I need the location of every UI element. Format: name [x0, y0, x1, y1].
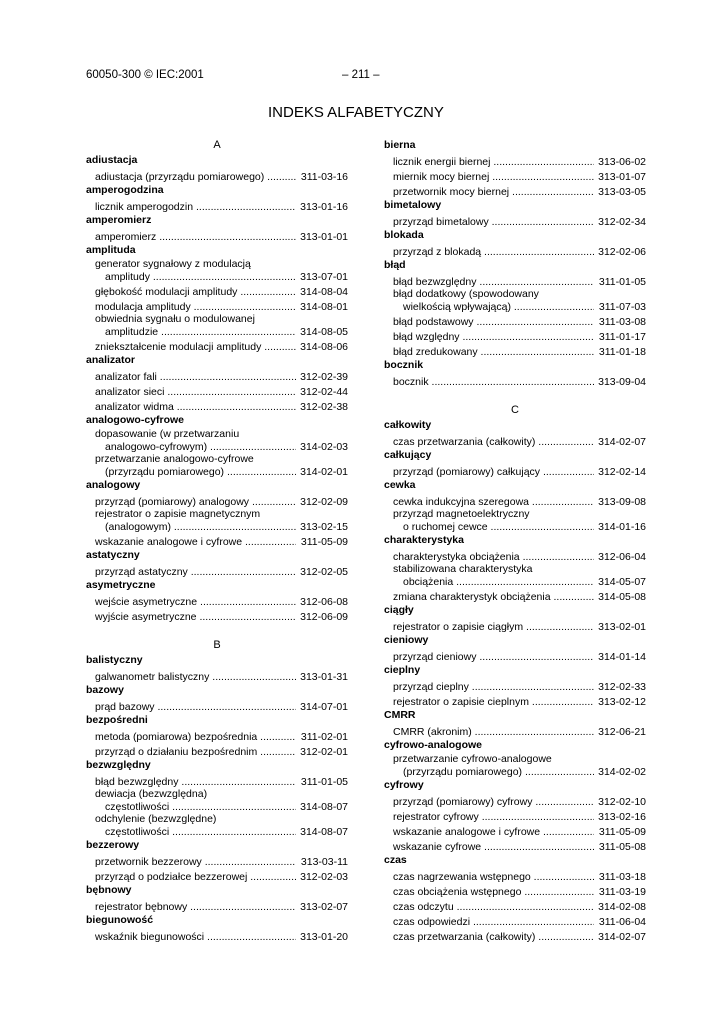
entry-term-line2: (przyrządu pomiarowego) .....: [393, 766, 594, 779]
entry-ref-code: 312-06-21: [598, 725, 646, 738]
index-entry: [384, 328, 646, 343]
entry-ref-code: 314-02-03: [300, 440, 348, 453]
entry-ref-code: 313-03-05: [598, 185, 646, 198]
index-headword: analogowy: [86, 479, 141, 491]
entry-term: przyrząd cieplny .....: [393, 681, 594, 694]
entry-ref-code: 311-03-19: [598, 885, 646, 898]
entry-term: charakterystyka obciążenia .....: [393, 551, 594, 564]
entry-term: przyrząd bimetalowy .....: [393, 216, 594, 229]
index-entry: [384, 213, 646, 228]
index-entry: [86, 788, 348, 813]
entry-term: błąd zredukowany .....: [393, 346, 594, 359]
entry-term: błąd bezwzględny .....: [95, 776, 296, 789]
index-entry: [384, 838, 646, 853]
entry-ref-code: 312-02-09: [300, 495, 348, 508]
index-entry: [86, 198, 348, 213]
index-entry: [86, 313, 348, 338]
entry-ref-code: 313-02-01: [598, 620, 646, 633]
index-entry: [384, 313, 646, 328]
entry-ref-code: 311-02-01: [300, 730, 348, 743]
entry-term: czas odpowiedzi .....: [393, 916, 594, 929]
index-headword: asymetryczne: [86, 579, 156, 591]
entry-ref-code: 312-02-06: [598, 245, 646, 258]
entry-ref-code: 313-02-16: [598, 810, 646, 823]
section-spacer: [384, 388, 646, 403]
entry-ref-code: 314-08-07: [300, 825, 348, 838]
index-entry: [384, 753, 646, 778]
entry-term: przetwornik mocy biernej .....: [393, 186, 594, 199]
entry-ref-code: 313-01-20: [300, 930, 348, 943]
index-entry: [86, 698, 348, 713]
entry-term-line1: rejestrator o zapisie magnetycznym: [95, 508, 261, 520]
entry-ref-code: 311-01-17: [598, 330, 646, 343]
entry-term-line2: wielkością wpływającą) .....: [393, 301, 594, 314]
entry-ref-code: 311-01-05: [300, 775, 348, 788]
entry-term: przetwornik bezzerowy .....: [95, 856, 296, 869]
entry-ref-code: 314-08-05: [300, 325, 348, 338]
index-entry: [384, 463, 646, 478]
index-entry: [86, 168, 348, 183]
entry-term-line1: generator sygnałowy z modulacją: [95, 258, 251, 270]
entry-ref-code: 313-07-01: [300, 270, 348, 283]
index-headword: amperomierz: [86, 214, 152, 226]
index-entry: [86, 533, 348, 548]
page-number: – 211 –: [342, 69, 380, 81]
index-entry: [384, 693, 646, 708]
entry-term-line2: o ruchomej cewce .....: [393, 521, 594, 534]
entry-term-line2: amplitudy .....: [95, 271, 296, 284]
entry-term: adiustacja (przyrządu pomiarowego) .....: [95, 171, 296, 184]
entry-term: błąd bezwzględny .....: [393, 276, 594, 289]
page-title: INDEKS ALFABETYCZNY: [268, 104, 444, 121]
index-entry: [86, 853, 348, 868]
entry-ref-code: 314-02-01: [300, 465, 348, 478]
entry-ref-code: 313-06-02: [598, 155, 646, 168]
entry-term: czas obciążenia wstępnego .....: [393, 886, 594, 899]
index-headword: CMRR: [384, 709, 416, 721]
index-headword: blokada: [384, 229, 424, 241]
index-entry: [86, 743, 348, 758]
entry-term: metoda (pomiarowa) bezpośrednia .....: [95, 731, 296, 744]
index-entry: [86, 258, 348, 283]
entry-term: bocznik .....: [393, 376, 594, 389]
entry-term: głębokość modulacji amplitudy .....: [95, 286, 296, 299]
entry-ref-code: 313-03-11: [300, 855, 348, 868]
entry-term-line2: (przyrządu pomiarowego) .....: [95, 466, 296, 479]
index-headword: czas: [384, 854, 407, 866]
entry-term: czas odczytu .....: [393, 901, 594, 914]
index-entry: [86, 868, 348, 883]
entry-term: zniekształcenie modulacji amplitudy .....: [95, 341, 296, 354]
index-entry: [86, 338, 348, 353]
entry-ref-code: 312-02-39: [300, 370, 348, 383]
index-entry: [384, 808, 646, 823]
index-entry: [384, 678, 646, 693]
index-entry: [384, 508, 646, 533]
index-headword: balistyczny: [86, 654, 143, 666]
index-headword: bocznik: [384, 359, 424, 371]
index-entry: [86, 453, 348, 478]
index-entry: [384, 273, 646, 288]
entry-term-line2: (analogowym) .....: [95, 521, 296, 534]
index-headword: ciągły: [384, 604, 414, 616]
header-standard-id: 60050-300 © IEC:2001: [86, 69, 204, 81]
index-column-right: [384, 138, 646, 943]
entry-term: prąd bazowy .....: [95, 701, 296, 714]
index-headword: błąd: [384, 259, 406, 271]
entry-ref-code: 314-08-06: [300, 340, 348, 353]
entry-term: CMRR (akronim) .....: [393, 726, 594, 739]
entry-term-line2: analogowo-cyfrowym) .....: [95, 441, 296, 454]
index-entry: [86, 228, 348, 243]
entry-term: analizator widma .....: [95, 401, 296, 414]
entry-ref-code: 314-02-07: [598, 435, 646, 448]
index-entry: [384, 793, 646, 808]
index-column-left: [86, 138, 348, 943]
index-headword: bierna: [384, 139, 416, 151]
index-headword: cyfrowo-analogowe: [384, 739, 483, 751]
index-headword: amperogodzina: [86, 184, 164, 196]
index-entry: [86, 298, 348, 313]
entry-term: przyrząd z blokadą .....: [393, 246, 594, 259]
entry-term: miernik mocy biernej .....: [393, 171, 594, 184]
entry-ref-code: 311-06-04: [598, 915, 646, 928]
index-entry: [86, 928, 348, 943]
entry-term: przyrząd (pomiarowy) całkujący .....: [393, 466, 594, 479]
index-entry: [384, 588, 646, 603]
index-entry: [384, 493, 646, 508]
entry-term: przyrząd o podziałce bezzerowej .....: [95, 871, 296, 884]
entry-term-line2: obciążenia .....: [393, 576, 594, 589]
index-entry: [86, 728, 348, 743]
index-entry: [384, 883, 646, 898]
entry-term: rejestrator o zapisie ciągłym .....: [393, 621, 594, 634]
index-entry: [86, 508, 348, 533]
entry-term: licznik energii biernej .....: [393, 156, 594, 169]
index-headword: analizator: [86, 354, 136, 366]
entry-ref-code: 312-02-03: [300, 870, 348, 883]
entry-ref-code: 311-05-09: [598, 825, 646, 838]
index-headword: całkujący: [384, 449, 432, 461]
index-entry: [86, 283, 348, 298]
index-entry: [384, 343, 646, 358]
entry-ref-code: 313-02-15: [300, 520, 348, 533]
entry-term-line1: przetwarzanie analogowo-cyfrowe: [95, 453, 254, 465]
entry-ref-code: 312-02-14: [598, 465, 646, 478]
index-headword: bezwzględny: [86, 759, 151, 771]
index-entry: [384, 823, 646, 838]
entry-ref-code: 312-02-34: [598, 215, 646, 228]
index-entry: [86, 898, 348, 913]
section-spacer: [86, 623, 348, 638]
index-headword: analogowo-cyfrowe: [86, 414, 185, 426]
entry-term: przyrząd cieniowy .....: [393, 651, 594, 664]
entry-term: rejestrator o zapisie cieplnym .....: [393, 696, 594, 709]
index-headword: bimetalowy: [384, 199, 442, 211]
section-letter: B: [213, 639, 221, 651]
entry-term-line1: błąd dodatkowy (spowodowany: [393, 288, 539, 300]
index-entry: [384, 723, 646, 738]
entry-term: wskazanie cyfrowe .....: [393, 841, 594, 854]
index-headword: cewka: [384, 479, 416, 491]
entry-term: amperomierz .....: [95, 231, 296, 244]
entry-term-line1: obwiednia sygnału o modulowanej: [95, 313, 255, 325]
entry-term-line1: przetwarzanie cyfrowo-analogowe: [393, 753, 552, 765]
index-entry: [384, 183, 646, 198]
entry-term-line1: dopasowanie (w przetwarzaniu: [95, 428, 240, 440]
entry-term: wskazanie analogowe i cyfrowe .....: [393, 826, 594, 839]
entry-term: analizator sieci .....: [95, 386, 296, 399]
index-headword: astatyczny: [86, 549, 140, 561]
entry-ref-code: 314-02-08: [598, 900, 646, 913]
entry-term-line1: odchylenie (bezwzględne): [95, 813, 217, 825]
index-entry: [384, 153, 646, 168]
index-headword: bezzerowy: [86, 839, 140, 851]
entry-term: czas nagrzewania wstępnego .....: [393, 871, 594, 884]
entry-term: wskazanie analogowe i cyfrowe .....: [95, 536, 296, 549]
entry-ref-code: 313-01-01: [300, 230, 348, 243]
index-headword: całkowity: [384, 419, 432, 431]
entry-term-line2: częstotliwości .....: [95, 801, 296, 814]
entry-term: rejestrator cyfrowy .....: [393, 811, 594, 824]
index-entry: [384, 168, 646, 183]
entry-ref-code: 312-02-33: [598, 680, 646, 693]
index-entry: [86, 428, 348, 453]
entry-ref-code: 312-02-38: [300, 400, 348, 413]
entry-ref-code: 314-02-02: [598, 765, 646, 778]
index-headword: bezpośredni: [86, 714, 148, 726]
index-entry: [384, 868, 646, 883]
entry-ref-code: 314-08-04: [300, 285, 348, 298]
entry-ref-code: 311-03-16: [300, 170, 348, 183]
entry-ref-code: 311-05-08: [598, 840, 646, 853]
index-entry: [384, 898, 646, 913]
entry-term: zmiana charakterystyk obciążenia .....: [393, 591, 594, 604]
entry-ref-code: 312-06-09: [300, 610, 348, 623]
entry-term-line2: częstotliwości .....: [95, 826, 296, 839]
entry-ref-code: 313-02-07: [300, 900, 348, 913]
entry-ref-code: 311-03-08: [598, 315, 646, 328]
entry-ref-code: 314-05-07: [598, 575, 646, 588]
index-entry: [384, 563, 646, 588]
entry-ref-code: 314-01-16: [598, 520, 646, 533]
index-entry: [384, 373, 646, 388]
index-entry: [384, 548, 646, 563]
entry-ref-code: 314-07-01: [300, 700, 348, 713]
entry-ref-code: 314-02-07: [598, 930, 646, 943]
entry-ref-code: 314-08-07: [300, 800, 348, 813]
index-headword: cyfrowy: [384, 779, 424, 791]
index-headword: cieniowy: [384, 634, 429, 646]
entry-term: wejście asymetryczne .....: [95, 596, 296, 609]
index-entry: [384, 648, 646, 663]
entry-ref-code: 313-09-08: [598, 495, 646, 508]
index-headword: biegunowość: [86, 914, 154, 926]
entry-term: przyrząd o działaniu bezpośrednim .....: [95, 746, 296, 759]
entry-term: wyjście asymetryczne .....: [95, 611, 296, 624]
section-letter: A: [213, 139, 221, 151]
index-headword: bazowy: [86, 684, 124, 696]
entry-ref-code: 312-02-01: [300, 745, 348, 758]
entry-ref-code: 312-06-08: [300, 595, 348, 608]
entry-term: cewka indukcyjna szeregowa .....: [393, 496, 594, 509]
entry-ref-code: 313-01-31: [300, 670, 348, 683]
entry-term: przyrząd (pomiarowy) cyfrowy .....: [393, 796, 594, 809]
index-headword: amplituda: [86, 244, 136, 256]
entry-term: przyrząd (pomiarowy) analogowy .....: [95, 496, 296, 509]
entry-ref-code: 312-02-44: [300, 385, 348, 398]
entry-term-line1: dewiacja (bezwzględna): [95, 788, 208, 800]
index-entry: [86, 398, 348, 413]
entry-ref-code: 311-05-09: [300, 535, 348, 548]
entry-ref-code: 312-06-04: [598, 550, 646, 563]
entry-ref-code: 314-01-14: [598, 650, 646, 663]
index-entry: [86, 563, 348, 578]
index-headword: cieplny: [384, 664, 421, 676]
entry-term: czas przetwarzania (całkowity) .....: [393, 436, 594, 449]
index-headword: adiustacja: [86, 154, 138, 166]
index-headword: charakterystyka: [384, 534, 464, 546]
entry-ref-code: 313-01-16: [300, 200, 348, 213]
index-entry: [384, 913, 646, 928]
index-entry: [384, 243, 646, 258]
entry-ref-code: 314-05-08: [598, 590, 646, 603]
entry-ref-code: 312-02-05: [300, 565, 348, 578]
entry-ref-code: 313-01-07: [598, 170, 646, 183]
section-letter: C: [511, 404, 519, 416]
entry-term: błąd względny .....: [393, 331, 594, 344]
entry-ref-code: 311-07-03: [598, 300, 646, 313]
entry-term-line2: amplitudzie .....: [95, 326, 296, 339]
entry-term: czas przetwarzania (całkowity) .....: [393, 931, 594, 944]
entry-term-line1: stabilizowana charakterystyka: [393, 563, 533, 575]
entry-ref-code: 313-02-12: [598, 695, 646, 708]
index-entry: [86, 608, 348, 623]
entry-term: galwanometr balistyczny .....: [95, 671, 296, 684]
index-entry: [86, 383, 348, 398]
index-entry: [384, 288, 646, 313]
entry-term: analizator fali .....: [95, 371, 296, 384]
index-entry: [86, 813, 348, 838]
index-entry: [384, 433, 646, 448]
index-entry: [384, 618, 646, 633]
entry-ref-code: 313-09-04: [598, 375, 646, 388]
index-entry: [86, 773, 348, 788]
entry-ref-code: 311-01-18: [598, 345, 646, 358]
index-entry: [86, 593, 348, 608]
entry-term: błąd podstawowy .....: [393, 316, 594, 329]
index-entry: [86, 668, 348, 683]
entry-term: licznik amperogodzin .....: [95, 201, 296, 214]
index-headword: bębnowy: [86, 884, 132, 896]
entry-ref-code: 311-01-05: [598, 275, 646, 288]
entry-ref-code: 314-08-01: [300, 300, 348, 313]
entry-ref-code: 312-02-10: [598, 795, 646, 808]
entry-term: wskaźnik biegunowości .....: [95, 931, 296, 944]
index-entry: [86, 368, 348, 383]
entry-term: przyrząd astatyczny .....: [95, 566, 296, 579]
index-entry: [86, 493, 348, 508]
entry-term-line1: przyrząd magnetoelektryczny: [393, 508, 530, 520]
entry-term: modulacja amplitudy .....: [95, 301, 296, 314]
entry-ref-code: 311-03-18: [598, 870, 646, 883]
index-entry: [384, 928, 646, 943]
entry-term: rejestrator bębnowy .....: [95, 901, 296, 914]
